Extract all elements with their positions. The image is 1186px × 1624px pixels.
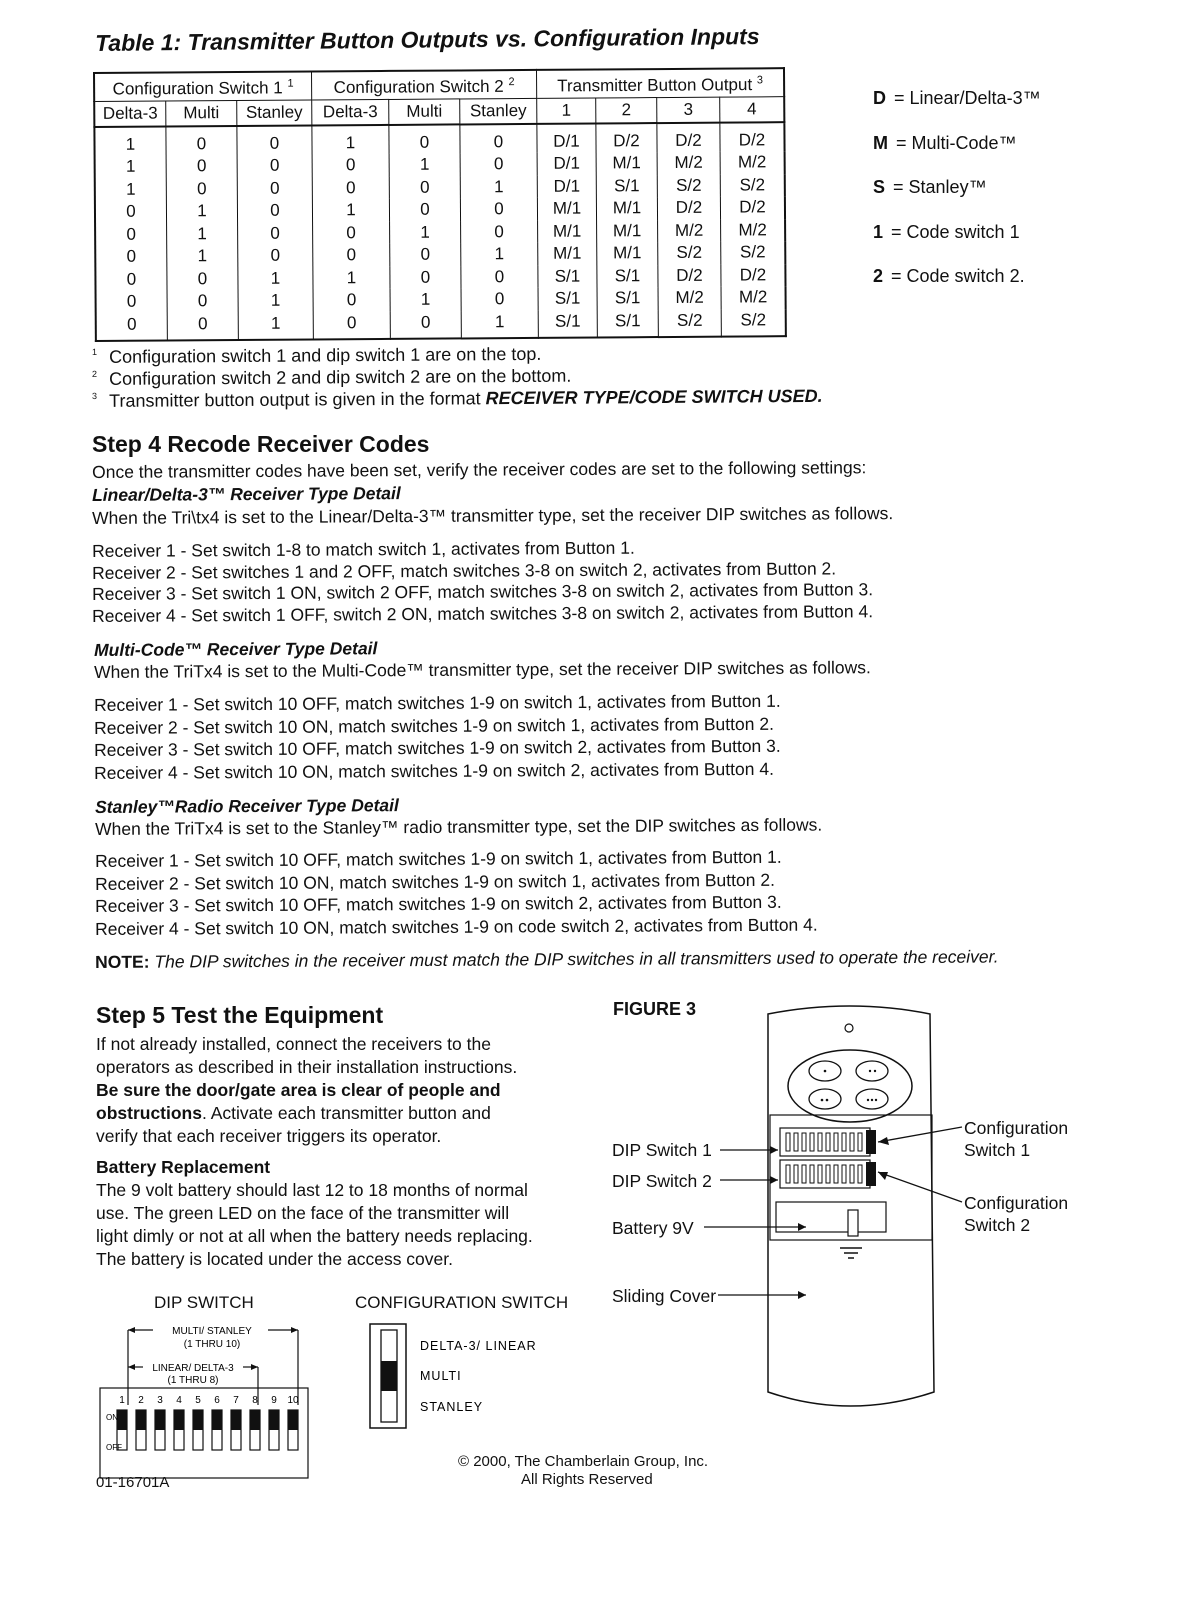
table-cell: M/2 bbox=[657, 152, 720, 175]
receiver-line: Receiver 4 - Set switch 10 ON, match switches 1-9 on code switch 2, activates from Button 4. bbox=[95, 914, 818, 939]
step5-line-3 bbox=[96, 1103, 491, 1124]
legend-item bbox=[873, 88, 1041, 109]
copyright-line-1: © 2000, The Chamberlain Group, Inc. bbox=[458, 1453, 709, 1470]
table-cell: 0 bbox=[460, 124, 537, 154]
table-cell: 0 bbox=[313, 244, 390, 267]
table-cell: 1 bbox=[238, 290, 313, 313]
table-cell: D/2 bbox=[657, 122, 720, 152]
legend-item bbox=[873, 266, 1025, 287]
table-cell: S/2 bbox=[658, 309, 721, 337]
step4-intro: Once the transmitter codes have been set, verify the receiver codes are set to the following settings: bbox=[92, 457, 867, 482]
stanley-heading: Stanley™Radio Receiver Type Detail bbox=[95, 795, 399, 817]
sub-header-5: Stanley bbox=[460, 98, 537, 124]
figure-dip-tooth bbox=[842, 1133, 846, 1151]
step5-line-2: operators as described in their installation instructions. bbox=[96, 1057, 518, 1077]
dip-number: 4 bbox=[176, 1395, 182, 1406]
dip-switch-knob bbox=[231, 1410, 241, 1430]
table-cell: M/2 bbox=[658, 219, 721, 242]
table-cell: S/1 bbox=[597, 310, 658, 338]
receiver-line: Receiver 3 - Set switch 1 ON, switch 2 OFF, match switches 3-8 on switch 2, activates from Button 3. bbox=[92, 579, 874, 604]
table-cell: 0 bbox=[389, 124, 460, 154]
receiver-line: Receiver 3 - Set switch 10 OFF, match switches 1-9 on switch 2, activates from Button 3. bbox=[95, 891, 782, 916]
table-cell: S/2 bbox=[720, 174, 785, 197]
legend-item bbox=[873, 222, 1020, 243]
table-cell: 0 bbox=[313, 289, 390, 312]
dip-number: 2 bbox=[138, 1395, 144, 1406]
receiver-line: Receiver 1 - Set switch 10 OFF, match switches 1-9 on switch 1, activates from Button 1. bbox=[94, 690, 781, 715]
table-cell: M/1 bbox=[596, 197, 657, 220]
step5-title: Step 5 Test the Equipment bbox=[96, 1002, 384, 1028]
table-cell: 0 bbox=[95, 246, 167, 269]
table-cell: 1 bbox=[389, 154, 460, 177]
note-text: The DIP switches in the receiver must match the DIP switches in all transmitters used to operate the receiver. bbox=[154, 946, 999, 972]
table-cell: 0 bbox=[96, 313, 168, 341]
dip-switch-knob bbox=[250, 1410, 260, 1430]
dip-switch-knob bbox=[174, 1410, 184, 1430]
figure-dip-tooth bbox=[794, 1133, 798, 1151]
step5-after-bold: . Activate each transmitter button and bbox=[201, 1103, 491, 1123]
sub-header-1: Multi bbox=[166, 100, 237, 126]
table-cell: 0 bbox=[95, 268, 167, 291]
receiver-line: Receiver 4 - Set switch 1 OFF, switch 2 ON, match switches 3-8 on switch 2, activates from Button 4. bbox=[92, 600, 874, 626]
figure-dip-tooth bbox=[834, 1133, 838, 1151]
step5-line-1: If not already installed, connect the receivers to the bbox=[96, 1034, 491, 1054]
footnote: $^2$ Configuration switch 2 and dip switch 2 are on the bottom. bbox=[92, 365, 572, 389]
footnote: $^3$ Transmitter button output is given in the format RECEIVER TYPE/CODE SWITCH USED. bbox=[92, 385, 823, 411]
dip-range-multi-sub: (1 THRU 10) bbox=[183, 1339, 241, 1350]
table-cell: 1 bbox=[390, 221, 461, 244]
copyright-line-2: All Rights Reserved bbox=[521, 1471, 653, 1488]
dip-diagram-title: DIP SWITCH bbox=[154, 1293, 254, 1312]
table-cell: 1 bbox=[390, 289, 461, 312]
legend-item bbox=[873, 133, 1017, 154]
dip-switch-knob bbox=[117, 1410, 127, 1430]
table-cell: 0 bbox=[166, 126, 237, 156]
table-cell: 1 bbox=[238, 267, 313, 290]
footnote: $^1$ Configuration switch 1 and dip switch 1 are on the top. bbox=[92, 343, 542, 367]
step5-bold-2: obstructions bbox=[96, 1103, 202, 1123]
note-label: NOTE: bbox=[95, 951, 150, 972]
battery-line-2: use. The green LED on the face of the transmitter will bbox=[96, 1203, 510, 1223]
table-cell: S/1 bbox=[596, 175, 657, 198]
fig-label-sliding-cover: Sliding Cover bbox=[612, 1286, 717, 1306]
table-cell: 0 bbox=[461, 221, 538, 244]
figure-dip-tooth bbox=[850, 1133, 854, 1151]
table-cell: S/1 bbox=[538, 265, 597, 288]
legend-item bbox=[873, 177, 987, 198]
table-cell: 0 bbox=[167, 313, 238, 341]
dip-range-linear-sub: (1 THRU 8) bbox=[167, 1375, 219, 1386]
table-cell: S/1 bbox=[597, 265, 658, 288]
figure-dip-tooth bbox=[810, 1133, 814, 1151]
figure-dip-tooth bbox=[786, 1133, 790, 1151]
dip-range-multi: MULTI/ STANLEY bbox=[172, 1326, 252, 1337]
group-header-button-output: Transmitter Button Output $^3$ bbox=[536, 68, 784, 98]
receiver-line: Receiver 4 - Set switch 10 ON, match switches 1-9 on switch 2, activates from Button 4. bbox=[94, 758, 774, 783]
table-title: Table 1: Transmitter Button Outputs vs. Configuration Inputs bbox=[95, 23, 760, 56]
table-cell: 1 bbox=[461, 311, 538, 339]
transmitter-body bbox=[768, 1006, 934, 1406]
sub-header-9: 4 bbox=[720, 96, 785, 122]
dip-switch-knob bbox=[288, 1410, 298, 1430]
table-cell: 0 bbox=[166, 178, 237, 201]
table-cell: 1 bbox=[167, 223, 238, 246]
group-header-config-switch-2: Configuration Switch 2 $^2$ bbox=[312, 70, 537, 100]
figure-dip-tooth bbox=[818, 1165, 822, 1183]
table-cell: M/1 bbox=[597, 220, 658, 243]
table-row bbox=[94, 122, 784, 156]
table-cell: D/2 bbox=[720, 122, 785, 152]
figure-dip-tooth bbox=[834, 1165, 838, 1183]
battery-line-3: light dimly or not at all when the battery needs replacing. bbox=[96, 1226, 533, 1246]
figure3-title: FIGURE 3 bbox=[613, 999, 697, 1019]
receiver-line: Receiver 2 - Set switch 10 ON, match switches 1-9 on switch 1, activates from Button 2. bbox=[95, 869, 775, 894]
table-cell: M/1 bbox=[596, 152, 657, 175]
table-cell: S/2 bbox=[721, 241, 786, 264]
table-cell: 0 bbox=[390, 244, 461, 267]
table-cell: 0 bbox=[95, 223, 167, 246]
table-cell: D/1 bbox=[537, 175, 596, 198]
legend-key: 1 bbox=[873, 221, 884, 242]
table-cell: M/2 bbox=[721, 286, 786, 309]
dip-switch-knob bbox=[212, 1410, 222, 1430]
table-cell: 1 bbox=[95, 156, 167, 179]
receiver-line: Receiver 3 - Set switch 10 OFF, match switches 1-9 on switch 2, activates from Button 3. bbox=[94, 735, 781, 760]
sub-header-6: 1 bbox=[537, 98, 596, 124]
step5-bold-1: Be sure the door/gate area is clear of people and bbox=[96, 1080, 501, 1100]
figure-dip-tooth bbox=[802, 1133, 806, 1151]
step5-line-4: verify that each receiver triggers its operator. bbox=[96, 1126, 442, 1146]
fig-label-dip-2: DIP Switch 2 bbox=[612, 1171, 712, 1191]
sub-header-3: Delta-3 bbox=[312, 99, 389, 125]
table-cell: 1 bbox=[312, 125, 389, 155]
table-row bbox=[96, 309, 786, 341]
table-cell: S/2 bbox=[721, 309, 786, 337]
config-table bbox=[93, 67, 787, 342]
fig-label-config-2: Configuration Switch 2 bbox=[964, 1193, 1069, 1235]
dip-switch-knob bbox=[136, 1410, 146, 1430]
table-cell: 0 bbox=[237, 177, 312, 200]
config-switch-slider bbox=[381, 1361, 397, 1391]
stanley-intro: When the TriTx4 is set to the Stanley™ radio transmitter type, set the DIP switches as follows. bbox=[95, 814, 823, 839]
receiver-line: Receiver 2 - Set switch 10 ON, match switches 1-9 on switch 1, activates from Button 2. bbox=[94, 713, 774, 738]
table-cell: 0 bbox=[238, 245, 313, 268]
dip-number: 6 bbox=[214, 1395, 220, 1406]
table-cell: M/1 bbox=[537, 198, 596, 221]
figure-dip-tooth bbox=[802, 1165, 806, 1183]
legend-key: 2 bbox=[873, 266, 884, 286]
table-cell: 0 bbox=[389, 176, 460, 199]
config-switch-2-block bbox=[866, 1162, 876, 1186]
table-cell: 0 bbox=[313, 222, 390, 245]
table-cell: 1 bbox=[313, 267, 390, 290]
table-cell: 1 bbox=[312, 199, 389, 222]
table-cell: 1 bbox=[461, 243, 538, 266]
figure-dip-tooth bbox=[850, 1165, 854, 1183]
table-cell: M/1 bbox=[597, 242, 658, 265]
sub-header-2: Stanley bbox=[237, 100, 312, 126]
table-cell: D/2 bbox=[657, 197, 720, 220]
table-cell: 1 bbox=[167, 245, 238, 268]
table-group-header-row bbox=[94, 68, 784, 101]
dip-on-label: ON bbox=[106, 1413, 118, 1422]
table-cell: D/2 bbox=[658, 264, 721, 287]
dip-off-label: OFF bbox=[106, 1443, 122, 1452]
note bbox=[95, 946, 999, 973]
config-option-delta: DELTA-3/ LINEAR bbox=[420, 1339, 537, 1353]
table-cell: M/2 bbox=[658, 287, 721, 310]
table-cell: 0 bbox=[460, 153, 537, 176]
dip-number: 10 bbox=[287, 1395, 299, 1406]
legend-text: = Multi-Code™ bbox=[896, 132, 1017, 153]
table-cell: 0 bbox=[166, 155, 237, 178]
table-cell: 1 bbox=[95, 178, 167, 201]
table-cell: D/2 bbox=[721, 264, 786, 287]
table-cell: 0 bbox=[389, 199, 460, 222]
table-cell: 0 bbox=[390, 266, 461, 289]
figure-dip-tooth bbox=[818, 1133, 822, 1151]
dip-switch-diagram bbox=[98, 1320, 320, 1482]
multi-intro: When the TriTx4 is set to the Multi-Code™ transmitter type, set the receiver DIP switches as follows. bbox=[94, 657, 871, 682]
legend-key: D bbox=[873, 88, 886, 108]
table-cell: 0 bbox=[95, 201, 167, 224]
table-cell: S/2 bbox=[658, 242, 721, 265]
multi-heading: Multi-Code™ Receiver Type Detail bbox=[94, 638, 378, 660]
sub-header-0: Delta-3 bbox=[94, 101, 166, 127]
dip-number: 5 bbox=[195, 1395, 201, 1406]
table-cell: M/2 bbox=[721, 219, 786, 242]
legend-key: S bbox=[873, 177, 886, 197]
table-cell: D/2 bbox=[596, 123, 657, 153]
battery-line-1: The 9 volt battery should last 12 to 18 months of normal bbox=[96, 1180, 528, 1200]
table-cell: 1 bbox=[460, 176, 537, 199]
step4-title: Step 4 Recode Receiver Codes bbox=[92, 431, 430, 457]
table-cell: D/1 bbox=[537, 153, 596, 176]
table-cell: S/1 bbox=[538, 288, 597, 311]
figure-dip-tooth bbox=[826, 1165, 830, 1183]
table-cell: 0 bbox=[313, 312, 390, 340]
table-cell: 1 bbox=[94, 126, 166, 156]
fig-label-battery: Battery 9V bbox=[612, 1218, 694, 1238]
linear-intro: When the Tri\tx4 is set to the Linear/Delta-3™ transmitter type, set the receiver DIP switches as follows. bbox=[92, 503, 894, 528]
dip-range-linear: LINEAR/ DELTA-3 bbox=[152, 1363, 234, 1374]
table-cell: D/1 bbox=[537, 123, 596, 153]
legend-key: M bbox=[873, 132, 888, 153]
figure-dip-tooth bbox=[826, 1133, 830, 1151]
dip-number: 9 bbox=[271, 1395, 277, 1406]
table-cell: M/1 bbox=[538, 220, 597, 243]
fig-label-dip-1: DIP Switch 1 bbox=[612, 1140, 712, 1160]
figure-dip-tooth bbox=[810, 1165, 814, 1183]
table-cell: 0 bbox=[167, 268, 238, 291]
figure-dip-tooth bbox=[858, 1165, 862, 1183]
receiver-line: Receiver 1 - Set switch 1-8 to match switch 1, activates from Button 1. bbox=[92, 537, 635, 561]
dip-switch-knob bbox=[155, 1410, 165, 1430]
table-cell: S/2 bbox=[657, 174, 720, 197]
figure-dip-tooth bbox=[794, 1165, 798, 1183]
config-option-multi: MULTI bbox=[420, 1369, 462, 1383]
part-number: 01-16701A bbox=[96, 1474, 170, 1491]
figure-dip-tooth bbox=[858, 1133, 862, 1151]
config-switch-1-block bbox=[866, 1130, 876, 1154]
fig-label-config-1: Configuration Switch 1 bbox=[964, 1118, 1069, 1160]
dip-number: 7 bbox=[233, 1395, 239, 1406]
table-cell: S/1 bbox=[597, 287, 658, 310]
sub-header-4: Multi bbox=[389, 99, 460, 125]
figure-dip-tooth bbox=[842, 1165, 846, 1183]
legend-text: = Code switch 1 bbox=[891, 221, 1020, 242]
battery-line-4: The battery is located under the access cover. bbox=[96, 1249, 453, 1269]
legend-text: = Stanley™ bbox=[893, 177, 987, 197]
legend-text: = Linear/Delta-3™ bbox=[894, 88, 1041, 108]
sub-header-8: 3 bbox=[657, 97, 720, 123]
table-cell: 1 bbox=[166, 200, 237, 223]
dip-number: 3 bbox=[157, 1395, 163, 1406]
battery-heading: Battery Replacement bbox=[96, 1157, 271, 1177]
config-switch-diagram bbox=[368, 1322, 568, 1432]
config-diagram-title: CONFIGURATION SWITCH bbox=[355, 1293, 569, 1312]
table-cell: 0 bbox=[390, 311, 461, 339]
table-cell: 0 bbox=[461, 288, 538, 311]
table-cell: 0 bbox=[96, 291, 168, 314]
dip-switch-knob bbox=[193, 1410, 203, 1430]
table-cell: 1 bbox=[238, 312, 313, 340]
receiver-line: Receiver 1 - Set switch 10 OFF, match switches 1-9 on switch 1, activates from Button 1. bbox=[95, 846, 782, 871]
dip-number: 1 bbox=[119, 1395, 125, 1406]
config-option-stanley: STANLEY bbox=[420, 1400, 484, 1414]
dip-number: 8 bbox=[252, 1395, 258, 1406]
dip-switch-knob bbox=[269, 1410, 279, 1430]
linear-heading: Linear/Delta-3™ Receiver Type Detail bbox=[92, 483, 401, 505]
group-header-config-switch-1: Configuration Switch 1 $^1$ bbox=[94, 71, 312, 101]
receiver-line: Receiver 2 - Set switches 1 and 2 OFF, match switches 3-8 on switch 2, activates from Button 2. bbox=[92, 557, 837, 583]
table-cell: D/2 bbox=[720, 196, 785, 219]
legend-text: = Code switch 2. bbox=[891, 266, 1025, 286]
table-cell: 0 bbox=[237, 125, 312, 155]
table-cell: 0 bbox=[238, 222, 313, 245]
table-cell: M/2 bbox=[720, 151, 785, 174]
figure-dip-tooth bbox=[786, 1165, 790, 1183]
table-cell: 0 bbox=[237, 155, 312, 178]
table-cell: 0 bbox=[461, 266, 538, 289]
table-cell: 0 bbox=[237, 200, 312, 223]
table-cell: 0 bbox=[312, 177, 389, 200]
table-cell: 0 bbox=[167, 290, 238, 313]
sub-header-7: 2 bbox=[596, 97, 657, 123]
table-cell: 0 bbox=[460, 198, 537, 221]
table-cell: M/1 bbox=[538, 243, 597, 266]
table-cell: S/1 bbox=[538, 310, 597, 338]
table-cell: 0 bbox=[312, 154, 389, 177]
